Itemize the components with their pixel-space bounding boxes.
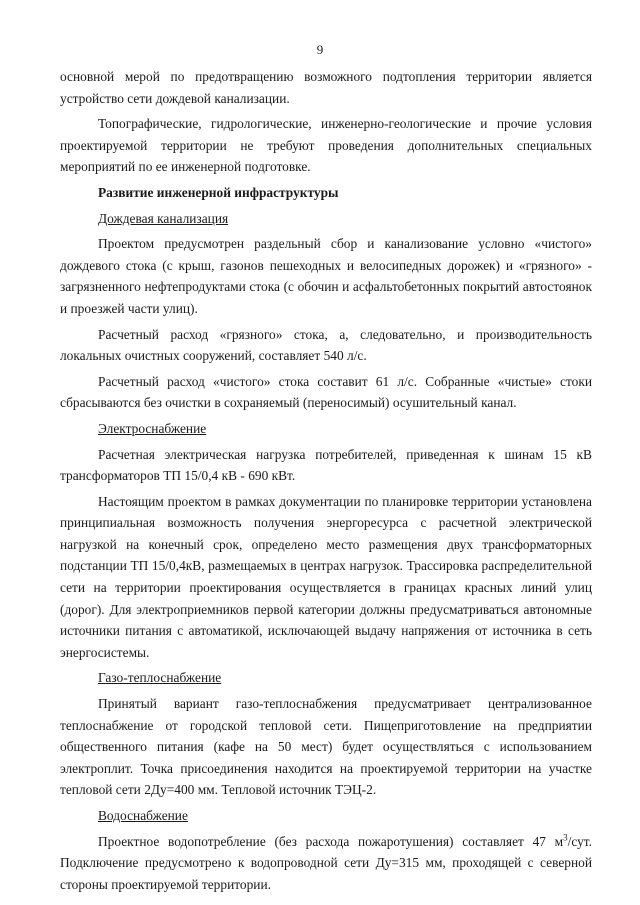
heading-infrastructure: Развитие инженерной инфраструктуры: [98, 184, 339, 200]
heading-power-supply: Электроснабжение: [98, 420, 207, 436]
paragraph-power-project: Настоящим проектом в рамках документации по планировке территории установлена принципиальная возможность получения энергоресурса с расчетной электрической нагрузкой на конечный срок, определено место размещения двух трансформаторных подстанции ТП 15/0,4кВ, размещаемых в центрах нагрузок. Трассировка распределительной сети на территории проектирования осуществляется в границах красных линий улиц (дорог). Для электроприемников первой категории должны предусматриваться автономные источники питания с автоматикой, исключающей выдачу напряжения от источника в сеть энергосистемы.: [60, 493, 592, 660]
paragraph-clean-flow: Расчетный расход «чистого» стока составит 61 л/с. Собранные «чистые» стоки сбрасываются без очистки в сохраняемый (переносимый) осушительный канал.: [60, 373, 592, 411]
paragraph-site-conditions: Топографические, гидрологические, инженерно-геологические и прочие условия проектируемой территории не требуют проведения дополнительных специальных мероприятий по ее инженерной подготовке.: [60, 116, 592, 175]
page-content: [60, 66, 592, 899]
paragraph-water-consumption: [60, 831, 592, 896]
page-number: 9: [316, 42, 324, 57]
water-text-end: /сут. Подключение предусмотрено к водопроводной сети Ду=315 мм, проходящей с северной стороны проектируемой территории.: [60, 833, 592, 892]
heading-water-supply: Водоснабжение: [98, 808, 188, 823]
heading-rain-sewer: Дождевая канализация: [98, 210, 229, 226]
cubic-superscript: 3: [563, 832, 568, 843]
paragraph-electric-load: Расчетная электрическая нагрузка потребителей, приведенная к шинам 15 кВ трансформаторов ТП 15/0,4 кВ - 690 кВт.: [60, 446, 592, 484]
heading-gas-heat-supply: Газо-теплоснабжение: [98, 670, 222, 686]
paragraph-heating: Принятый вариант газо-теплоснабжения предусматривает централизованное теплоснабжение от городской тепловой сети. Пищеприготовление на предприятии общественного питания (кафе на 50 мест) будет осуществляться с использованием электроплит. Точка присоединения находится на проектируемой территории на участке тепловой сети 2Ду=400 мм. Тепловой источник ТЭЦ-2.: [60, 696, 592, 798]
water-text-start: Проектное водопотребление (без расхода пожаротушения) составляет 47 м: [98, 833, 564, 849]
paragraph-flood-prevention: основной мерой по предотвращению возможного подтопления территории является устройство сети дождевой канализации.: [60, 69, 592, 106]
paragraph-dirty-flow: Расчетный расход «грязного» стока, а, следовательно, и производительность локальных очистных сооружений, составляет 540 л/с.: [60, 326, 592, 364]
paragraph-separate-collection: Проектом предусмотрен раздельный сбор и канализование условно «чистого» дождевого стока (с крыш, газонов пешеходных и велосипедных дорожек) и «грязного» - загрязненного нефтепродуктами стока (с обочин и асфальтобетонных покрытий автостоянок и проезжей части улиц).: [60, 236, 592, 316]
